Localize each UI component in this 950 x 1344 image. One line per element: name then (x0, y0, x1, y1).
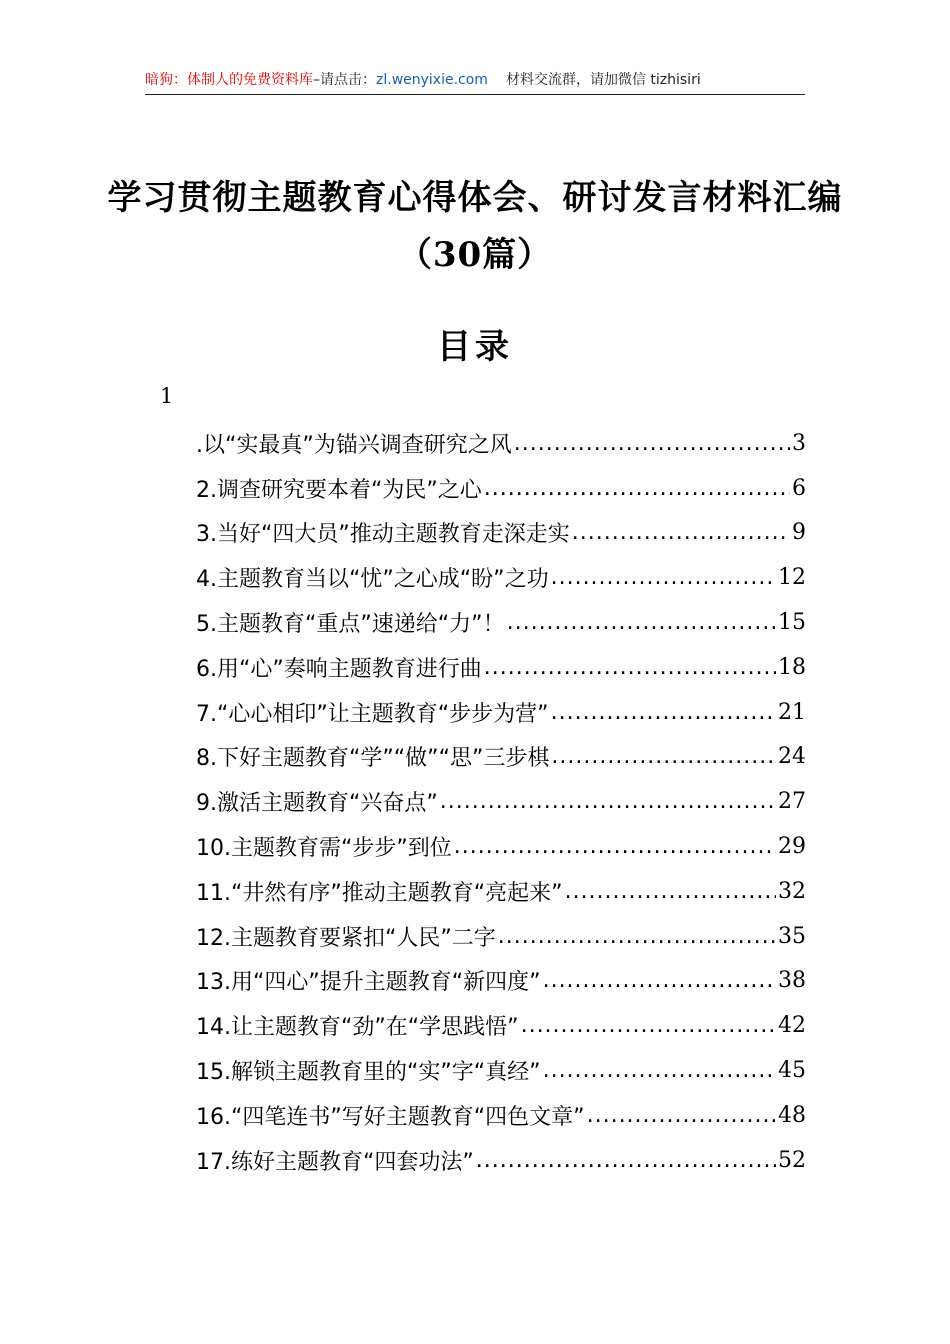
toc-entry[interactable] (196, 690, 806, 735)
toc-entry-title: 17.练好主题教育“四套功法” (196, 1149, 474, 1175)
toc-entry-page: 42 (778, 1013, 806, 1039)
toc-entry-page: 9 (792, 520, 806, 546)
toc-entry-page: 18 (778, 654, 806, 680)
toc-leader-dots (551, 700, 776, 725)
toc-entry-page: 27 (778, 789, 806, 815)
toc-entry[interactable] (196, 959, 806, 1004)
toc-entry[interactable] (196, 1093, 806, 1138)
toc-leader-dots (440, 789, 776, 814)
toc-entry[interactable] (196, 779, 806, 824)
toc-entry-title: 16.“四笔连书”写好主题教育“四色文章” (196, 1104, 585, 1130)
toc-entry[interactable] (196, 645, 806, 690)
brand-text: 暗狗：体制人的免费资料库 (145, 72, 313, 88)
toc-leader-dots (551, 565, 776, 590)
toc-entry[interactable] (196, 735, 806, 780)
toc-entry-page: 48 (778, 1102, 806, 1128)
toc-entry[interactable] (196, 1003, 806, 1048)
toc-entry[interactable] (196, 600, 806, 645)
toc-leader-dots (587, 1103, 776, 1128)
page-header (145, 66, 805, 95)
toc-entry-title: 3.当好“四大员”推动主题教育走深走实 (196, 522, 570, 548)
toc-entry[interactable] (196, 914, 806, 959)
toc-entry-title: 8.下好主题教育“学”“做”“思”三步棋 (196, 746, 550, 772)
toc-entry-title: 6.用“心”奏响主题教育进行曲 (196, 656, 482, 682)
toc-entry[interactable] (196, 1138, 806, 1183)
site-link[interactable]: zl.wenyixie.com (376, 72, 488, 88)
toc-entry-page: 32 (778, 878, 806, 904)
toc-entry-page: 24 (778, 744, 806, 770)
toc-leader-dots (484, 476, 790, 501)
toc-heading: 目录 (437, 327, 513, 367)
toc-leader-dots (454, 834, 776, 859)
toc-entry-title: 14.让主题教育“劲”在“学思践悟” (196, 1015, 519, 1041)
toc-entry-page: 3 (792, 430, 806, 456)
table-of-contents (196, 421, 806, 1183)
toc-entry-title: 11.“井然有序”推动主题教育“亮起来” (196, 880, 563, 906)
toc-leader-dots (484, 655, 776, 680)
toc-entry[interactable] (196, 511, 806, 556)
toc-entry-page: 45 (778, 1058, 806, 1084)
toc-entry-title: 15.解锁主题教育里的“实”字“真经” (196, 1060, 541, 1086)
document-title: 学习贯彻主题教育心得体会、研讨发言材料汇编（30篇） (107, 178, 843, 275)
toc-entry[interactable] (196, 1048, 806, 1093)
toc-leader-dots (565, 879, 776, 904)
toc-entry-title: .以“实最真”为锚兴调查研究之风 (196, 432, 512, 458)
toc-leader-dots (543, 1058, 776, 1083)
toc-leader-dots (507, 610, 776, 635)
toc-entry-title: 13.用“四心”提升主题教育“新四度” (196, 970, 541, 996)
toc-leader-dots (514, 431, 790, 456)
toc-entry-page: 21 (778, 699, 806, 725)
toc-entry-title: 12.主题教育要紧扣“人民”二字 (196, 925, 496, 951)
toc-entry[interactable] (196, 421, 806, 466)
toc-leader-dots (476, 1148, 776, 1173)
toc-entry[interactable] (196, 555, 806, 600)
stray-number: 1 (160, 384, 174, 408)
toc-leader-dots (498, 924, 776, 949)
toc-entry-page: 35 (778, 923, 806, 949)
toc-leader-dots (551, 744, 776, 769)
toc-entry[interactable] (196, 466, 806, 511)
toc-entry-title: 9.激活主题教育“兴奋点” (196, 791, 438, 817)
toc-entry[interactable] (196, 869, 806, 914)
toc-entry-page: 52 (778, 1147, 806, 1173)
toc-entry-page: 6 (792, 475, 806, 501)
toc-entry-title: 2.调查研究要本着“为民”之心 (196, 477, 482, 503)
toc-entry-page: 12 (778, 565, 806, 591)
contact-text: 材料交流群，请加微信 tizhisiri (505, 72, 701, 88)
toc-entry-title: 4.主题教育当以“忧”之心成“盼”之功 (196, 567, 549, 593)
toc-entry-page: 38 (778, 968, 806, 994)
link-prefix: –请点击： (313, 72, 376, 88)
toc-entry-page: 29 (778, 834, 806, 860)
toc-entry-page: 15 (778, 610, 806, 636)
toc-entry-title: 10.主题教育需“步步”到位 (196, 836, 452, 862)
toc-entry[interactable] (196, 824, 806, 869)
toc-leader-dots (543, 968, 776, 993)
toc-leader-dots (572, 520, 790, 545)
toc-entry-title: 7.“心心相印”让主题教育“步步为营” (196, 701, 549, 727)
toc-leader-dots (521, 1013, 776, 1038)
toc-entry-title: 5.主题教育“重点”速递给“力”！ (196, 612, 505, 638)
